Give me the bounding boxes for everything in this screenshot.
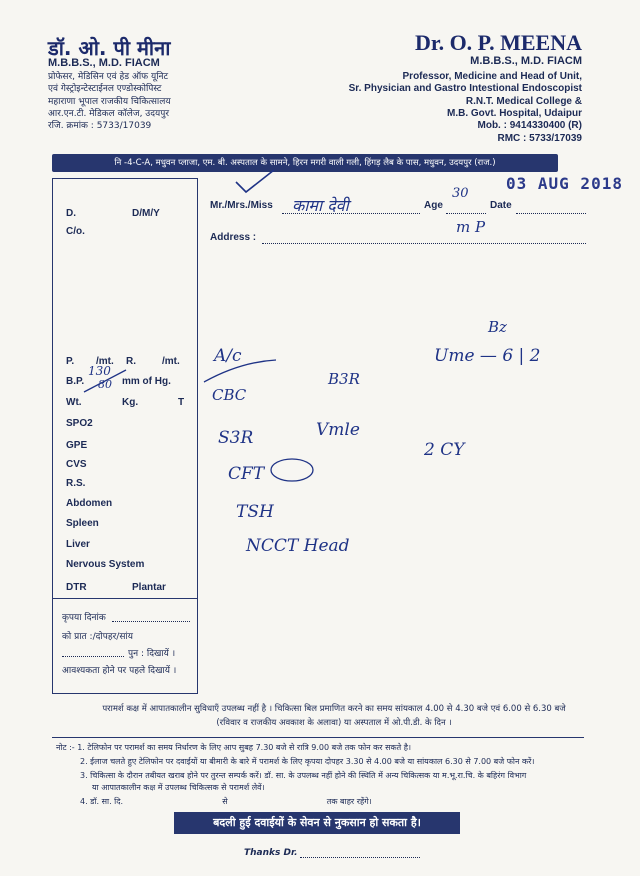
pulse-unit: /mt.	[96, 356, 114, 367]
followup-show-again: पुन : दिखायें ।	[128, 649, 176, 659]
followup-date-line	[112, 621, 190, 622]
temp-label: T	[178, 397, 185, 408]
rx-ume: Ume — 6 | 2	[434, 346, 541, 366]
english-line-6: RMC : 5733/17039	[497, 133, 582, 144]
rx-circle-stroke	[268, 456, 316, 484]
footer-emergency-note	[78, 702, 590, 730]
english-line-3: R.N.T. Medical College &	[465, 96, 582, 107]
rx-cbc: CBC	[212, 386, 247, 404]
date-line	[516, 213, 586, 214]
hindi-line-2: एवं गेस्ट्रोइन्टेस्टाईनल एण्डोस्कोपिस्ट	[48, 84, 162, 94]
rx-bz: Bz	[488, 318, 507, 336]
exam-spleen: Spleen	[66, 518, 99, 529]
followup-time-label: को प्रात :/दोपहर/सांय	[62, 632, 133, 642]
footer-divider	[52, 737, 584, 738]
thanks-doctor-label: Thanks Dr.	[244, 848, 298, 858]
exam-gpe: GPE	[66, 440, 88, 451]
bp-label: B.P.	[66, 376, 85, 387]
bp-diastolic-handwritten: 80	[98, 378, 112, 391]
d-label: D.	[66, 208, 76, 219]
note-3b: या आपातकालीन कक्ष में उपलब्ध चिकित्सक से परामर्श लेवें।	[92, 783, 265, 792]
footer-note-line-2: (रविवार व राजकीय अवकाश के अलावा) या अस्पताल में ओ.पी.डी. के दिन ।	[216, 718, 452, 728]
footer-note-line-1: परामर्श कक्ष में आपातकालीन सुविधाएँ उपलब्ध नहीं है । चिकित्सा बिल प्रमाणित करने का समय सांयकाल 4.00 से 4.30 बजे एवं 6.00 से 6.30 बजे	[102, 704, 566, 714]
kg-label: Kg.	[122, 397, 139, 408]
hindi-line-4: आर.एन.टी. मेडिकल कॉलेज, उदयपुर	[48, 109, 170, 119]
age-line	[446, 213, 486, 214]
age-label: Age	[424, 200, 443, 211]
exam-nervous-system: Nervous System	[66, 559, 145, 570]
english-line-1: Professor, Medicine and Head of Unit,	[402, 71, 582, 82]
rx-cft: CFT	[228, 464, 265, 484]
rx-2cy: 2 CY	[424, 440, 465, 460]
doctor-name-english: Dr. O. P. MEENA	[414, 30, 582, 55]
degrees-hindi-side: M.B.B.S., M.D. FIACM	[48, 57, 160, 69]
patient-name-label: Mr./Mrs./Miss	[210, 200, 273, 211]
exam-cvs: CVS	[66, 459, 87, 470]
note-4: 4. डॉ. सा. दि. से तक बाहर रहेंगे।	[80, 797, 372, 806]
english-line-4: M.B. Govt. Hospital, Udaipur	[446, 108, 582, 119]
address-line	[262, 243, 586, 244]
mp-handwritten: m P	[456, 218, 486, 236]
hindi-line-3: महाराणा भूपाल राजकीय चिकित्सालय	[48, 97, 171, 107]
age-handwritten: 30	[452, 186, 469, 201]
exam-liver: Liver	[66, 539, 90, 550]
weight-label: Wt.	[66, 397, 82, 408]
panel-divider	[52, 598, 198, 599]
resp-unit: /mt.	[162, 356, 180, 367]
english-line-5: Mob. : 9414330400 (R)	[477, 120, 582, 131]
rx-underline-stroke	[200, 356, 280, 386]
exam-rs: R.S.	[66, 478, 86, 489]
english-line-2: Sr. Physician and Gastro Intestional Endoscopist	[348, 83, 582, 94]
clinic-address-band: नि -4-C-A, मधुवन प्लाजा, एम. बी. अस्पताल के सामने, हिरन मगरी वाली गली, हिंगड़ लैब के पास, मधुवन, उदयपुर (राज.)	[52, 154, 558, 172]
degrees-english-side: M.B.B.S., M.D. FIACM	[470, 55, 582, 67]
warning-slogan-band: बदली हुई दवाईयों के सेवन से नुकसान हो सकता है।	[174, 812, 460, 834]
pulse-label: P.	[66, 356, 75, 367]
hindi-line-1: प्रोफेसर, मेडिसिन एवं हेड ऑफ यूनिट	[48, 72, 169, 82]
bp-systolic-handwritten: 130	[88, 364, 111, 378]
exam-spo2: SPO2	[66, 418, 93, 429]
note-1: नोट :- 1. टेलिफोन पर परामर्श का समय निर्धारण के लिए आप सुबह 7.30 बजे से रात्रि 9.00 बजे तक फोन कर सकते है।	[56, 743, 412, 752]
address-label: Address :	[210, 232, 257, 243]
doctor-name-hindi: डॉ. ओ. पी मीना	[48, 36, 171, 60]
note-3: 3. चिकित्सा के दौरान तबीयत खराब होने पर तुरन्त सम्पर्क करें। डॉ. सा. के उपलब्ध नहीं होने की स्थिति में अन्य चिकित्सक या म.भू.रा.चि. के बहिरंग विभाग	[80, 771, 527, 780]
rx-ac: A/c	[214, 346, 242, 366]
rx-ncct-head: NCCT Head	[246, 536, 350, 556]
hindi-line-5: रजि. क्रमांक : 5733/17039	[48, 121, 152, 131]
rx-b3r: B3R	[328, 370, 360, 388]
rx-s3r: S3R	[218, 428, 254, 448]
followup-show-line	[62, 656, 124, 657]
check-mark-icon	[232, 166, 278, 196]
co-label: C/o.	[66, 226, 85, 237]
rx-vmle: Vmle	[316, 420, 360, 440]
followup-if-needed: आवश्यकता होने पर पहले दिखायें ।	[62, 666, 177, 676]
note-2: 2. ईलाज चलते हुए टेलिफोन पर दवाईयों या बीमारी के बारे में परामर्श के लिए कृपया दोपहर 3.30 से 4.00 बजे या सांयकाल 6.30 से 7.00 बजे फोन करें।	[80, 757, 535, 766]
patient-name-handwritten: कामा देवी	[292, 196, 349, 215]
thanks-doctor-line	[300, 857, 420, 858]
dmy-label: D/M/Y	[132, 208, 160, 219]
date-stamp: 03 AUG 2018	[506, 174, 623, 193]
resp-label: R.	[126, 356, 136, 367]
plantar-label: Plantar	[132, 582, 166, 593]
rx-tsh: TSH	[236, 502, 274, 522]
followup-date-label: कृपया दिनांक	[62, 613, 106, 623]
dtr-label: DTR	[66, 582, 87, 593]
exam-abdomen: Abdomen	[66, 498, 113, 509]
date-label: Date	[490, 200, 512, 211]
bp-fraction-stroke	[80, 366, 130, 396]
bp-unit: mm of Hg.	[122, 376, 171, 387]
